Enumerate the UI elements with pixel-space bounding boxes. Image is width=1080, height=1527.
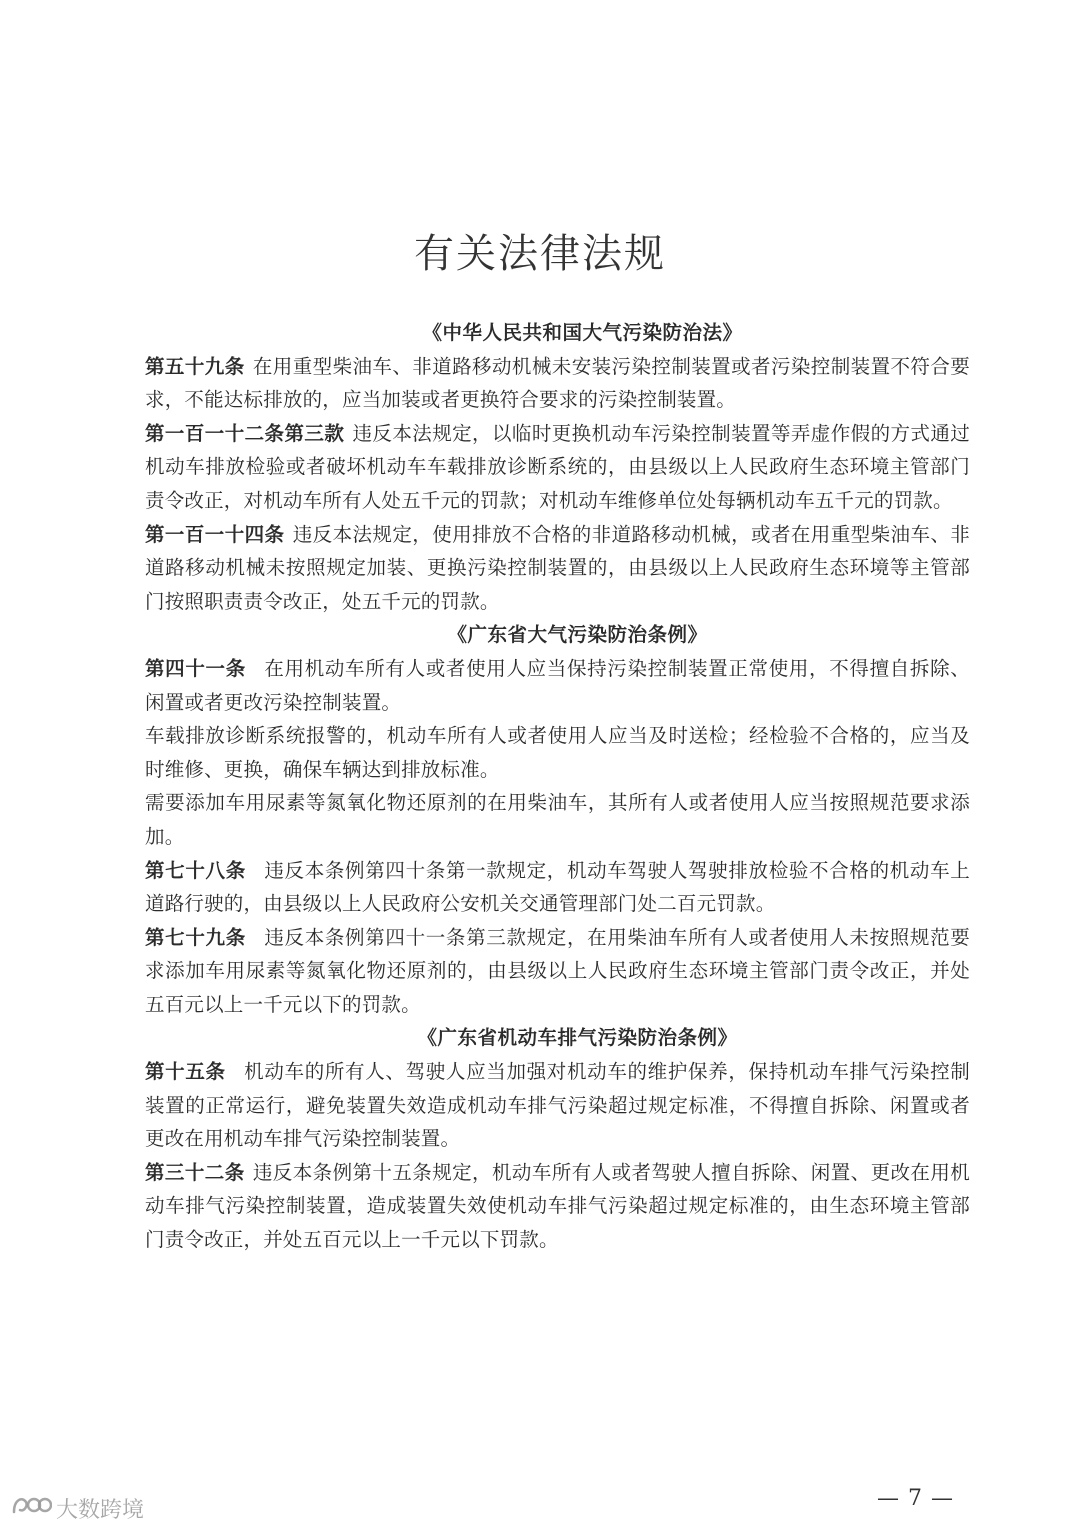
article-label: 第三十二条 — [145, 1160, 245, 1184]
article-label: 第五十九条 — [145, 354, 245, 378]
article-paragraph — [145, 518, 970, 619]
article-label: 第一百一十二条第三款 — [145, 421, 345, 445]
article-paragraph — [145, 652, 970, 719]
law-title: 《广东省大气污染防治条例》 — [447, 623, 708, 647]
article-text: 违反本条例第四十一条第三款规定，在用柴油车所有人或者使用人未按照规范要求添加车用尿素等氮氧化物还原剂的，由县级以上人民政府生态环境主管部门责令改正，并处五百元以上一千元以下的罚款。 — [145, 925, 970, 1016]
article-paragraph — [145, 1055, 970, 1156]
logo-icon — [8, 1490, 52, 1526]
law-title: 《广东省机动车排气污染防治条例》 — [417, 1026, 738, 1050]
article-label: 第四十一条 — [145, 656, 246, 680]
article-text: 车载排放诊断系统报警的，机动车所有人或者使用人应当及时送检；经检验不合格的，应当及时维修、更换，确保车辆达到排放标准。 — [145, 724, 970, 781]
watermark — [8, 1490, 144, 1526]
article-text: 违反本法规定，以临时更换机动车污染控制装置等弄虚作假的方式通过机动车排放检验或者破坏机动车车载排放诊断系统的，由县级以上人民政府生态环境主管部门责令改正，对机动车所有人处五千元的罚款；对机动车维修单位处每辆机动车五千元的罚款。 — [145, 421, 970, 512]
article-paragraph — [145, 1156, 970, 1257]
article-text: 违反本法规定，使用排放不合格的非道路移动机械，或者在用重型柴油车、非道路移动机械未按照规定加装、更换污染控制装置的，由县级以上人民政府生态环境等主管部门按照职责责令改正，处五千元的罚款。 — [145, 522, 970, 613]
article-paragraph — [145, 921, 970, 1022]
article-text: 违反本条例第四十条第一款规定，机动车驾驶人驾驶排放检验不合格的机动车上道路行驶的，由县级以上人民政府公安机关交通管理部门处二百元罚款。 — [145, 858, 970, 916]
article-label: 第七十九条 — [145, 925, 246, 949]
watermark-text: 大数跨境 — [56, 1497, 145, 1523]
document-body — [145, 316, 970, 1257]
article-label: 第一百一十四条 — [145, 522, 285, 546]
article-paragraph — [145, 417, 970, 518]
page-number: — 7 — — [877, 1486, 954, 1511]
article-text: 违反本条例第十五条规定，机动车所有人或者驾驶人擅自拆除、闲置、更改在用机动车排气污染控制装置，造成装置失效使机动车排气污染超过规定标准的，由生态环境主管部门责令改正，并处五百元以上一千元以下罚款。 — [145, 1160, 970, 1252]
law-title: 《中华人民共和国大气污染防治法》 — [422, 321, 743, 344]
article-text: 机动车的所有人、驾驶人应当加强对机动车的维护保养，保持机动车排气污染控制装置的正常运行，避免装置失效造成机动车排气污染超过规定标准，不得擅自拆除、闲置或者更改在用机动车排气污染控制装置。 — [145, 1060, 970, 1151]
article-paragraph — [145, 719, 970, 786]
article-label: 第十五条 — [145, 1060, 226, 1084]
article-text: 在用重型柴油车、非道路移动机械未安装污染控制装置或者污染控制装置不符合要求，不能达标排放的，应当加装或者更换符合要求的污染控制装置。 — [145, 354, 970, 412]
article-paragraph — [145, 854, 970, 921]
article-text: 需要添加车用尿素等氮氧化物还原剂的在用柴油车，其所有人或者使用人应当按照规范要求添加。 — [145, 791, 970, 848]
article-paragraph — [145, 350, 970, 417]
article-paragraph — [145, 786, 970, 853]
page-title: 有关法律法规 — [414, 231, 666, 277]
article-label: 第七十八条 — [145, 858, 246, 882]
article-text: 在用机动车所有人或者使用人应当保持污染控制装置正常使用，不得擅自拆除、闲置或者更改污染控制装置。 — [145, 656, 970, 714]
